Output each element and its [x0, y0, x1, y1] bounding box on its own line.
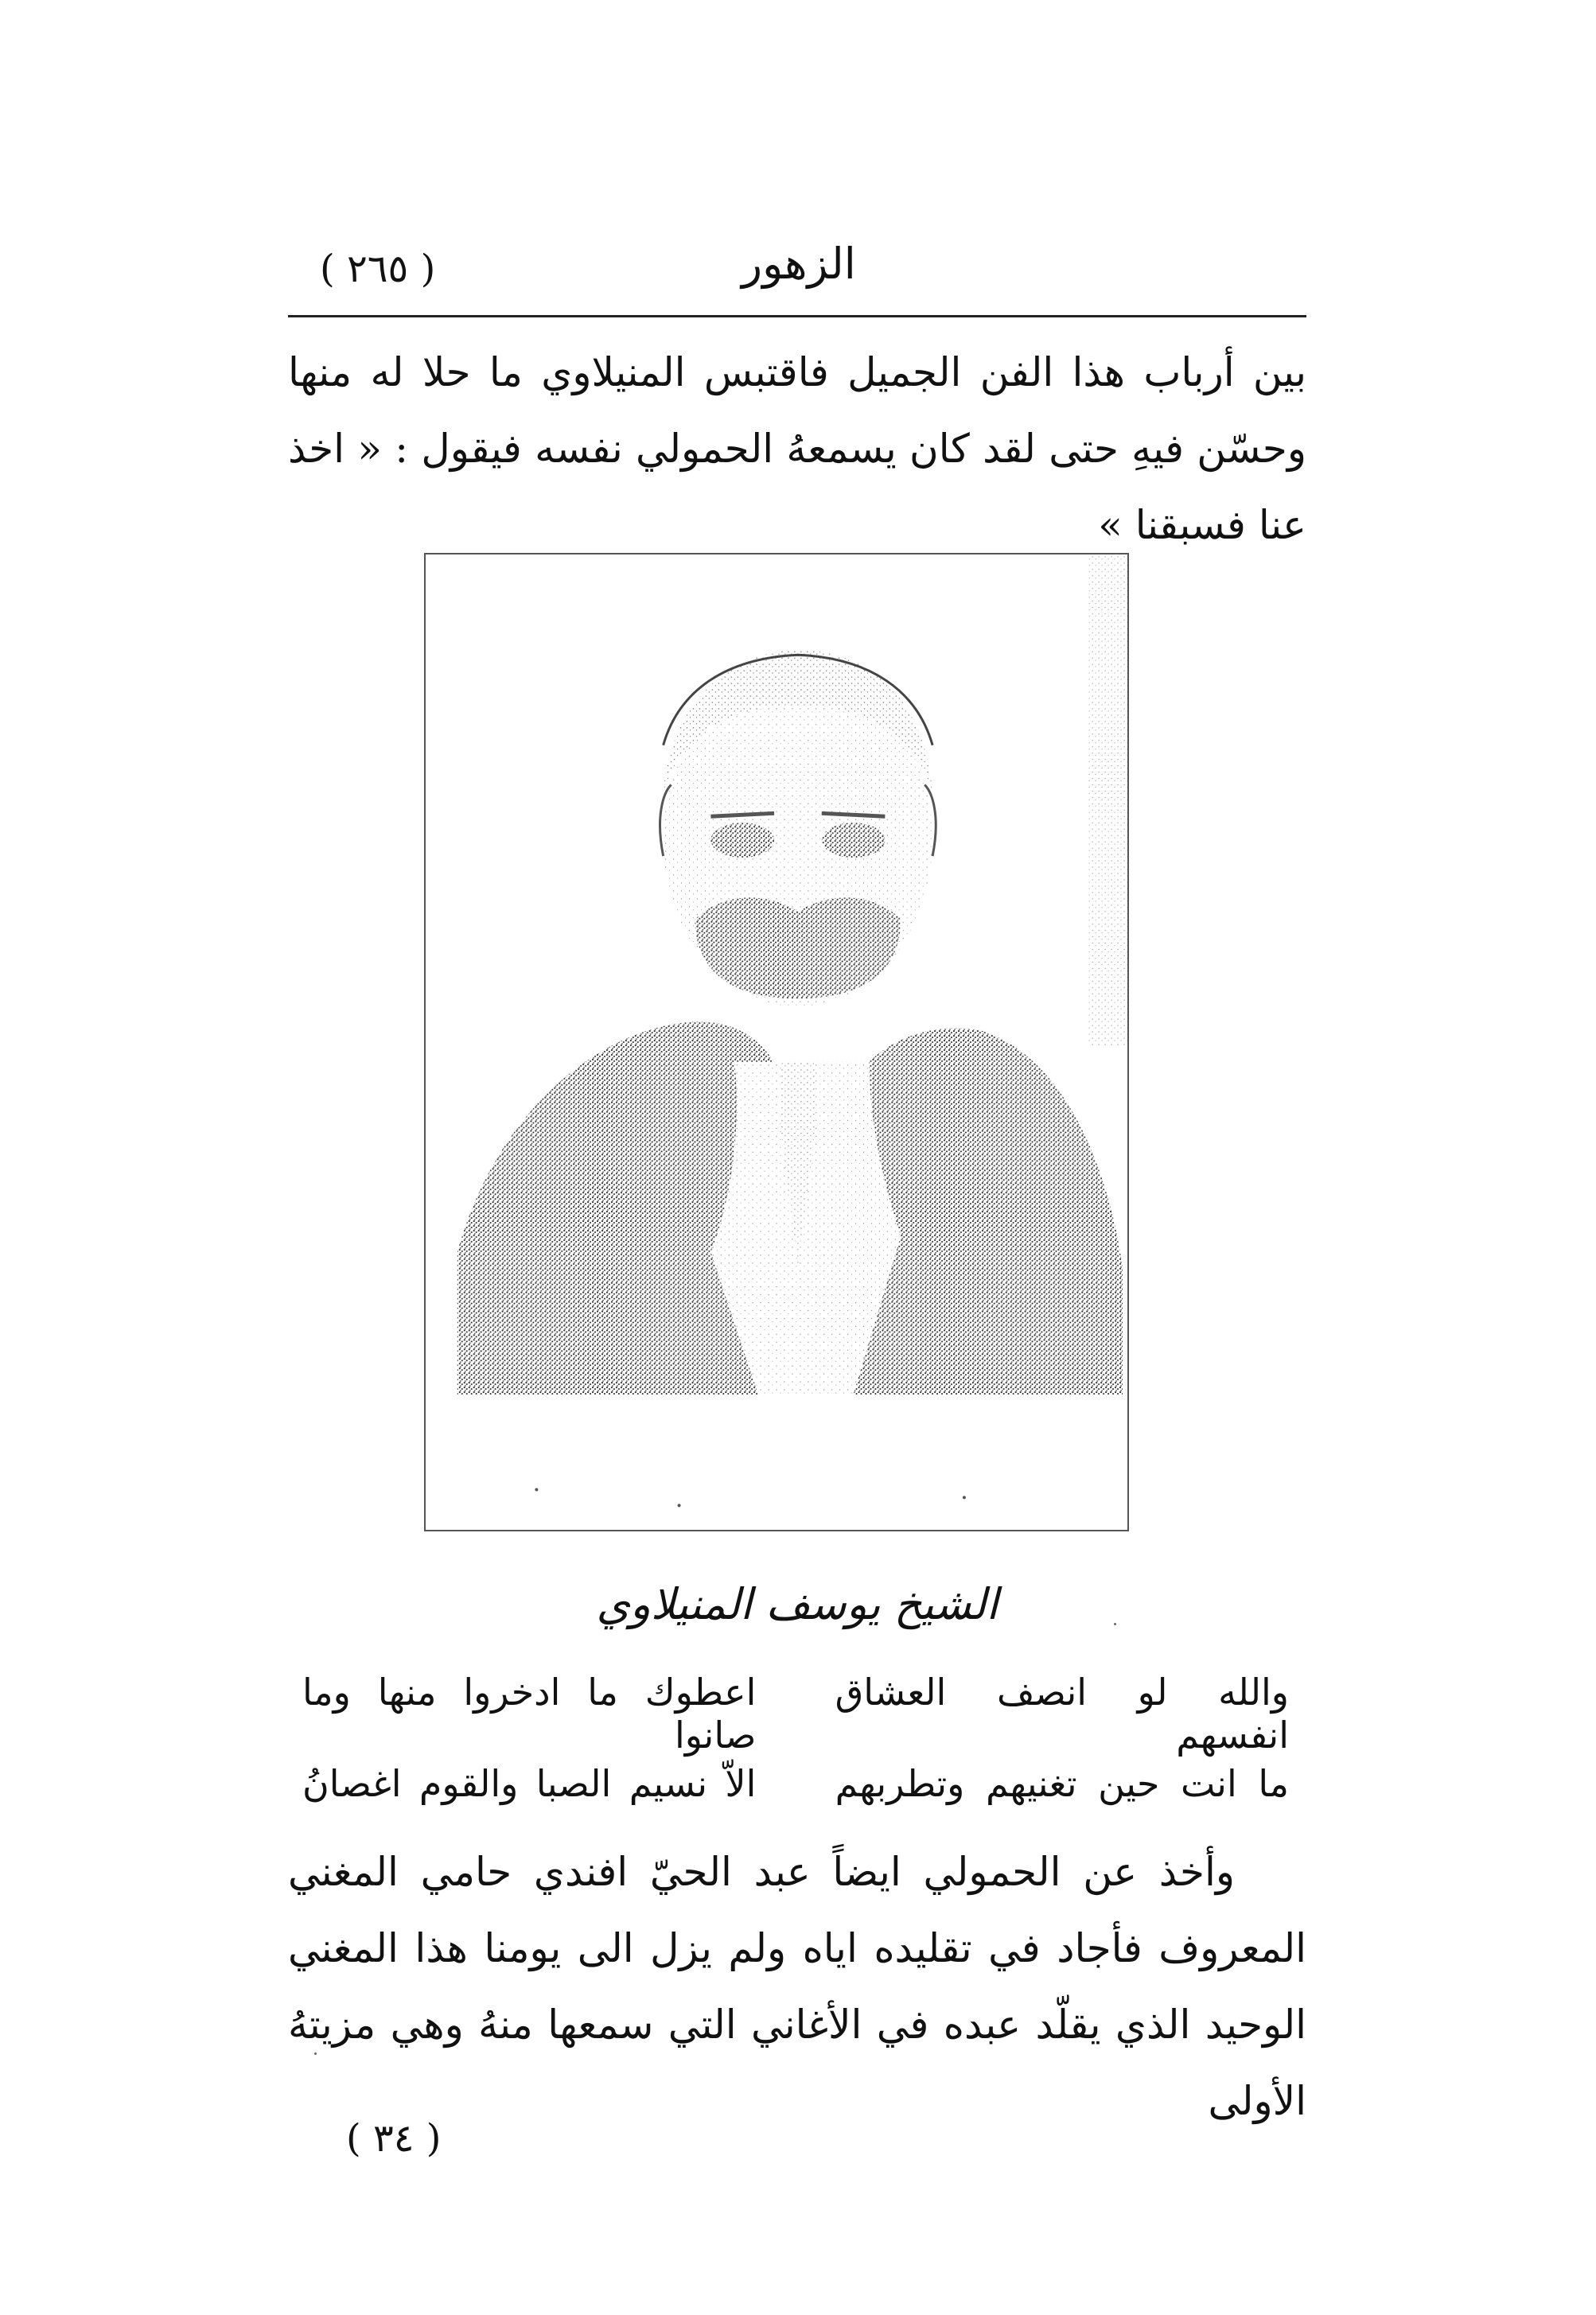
paragraph-top [288, 334, 1306, 563]
poem-hemistich-right: والله لو انصف العشاق انفسهم [835, 1671, 1289, 1757]
page-header [288, 239, 1306, 326]
poem-hemistich-left: الاّ نسيم الصبا والقوم اغصانُ [302, 1762, 757, 1805]
poem-hemistich-left: اعطوك ما ادخروا منها وما صانوا [302, 1671, 757, 1757]
photo-caption: الشيخ يوسف المنيلاوي [596, 1579, 998, 1629]
poem-line [302, 1671, 1289, 1757]
page-number-top: ( ٢٦٥ ) [320, 247, 436, 291]
poem [302, 1671, 1289, 1819]
page-number-bottom: ( ٣٤ ) [346, 2116, 442, 2161]
scan-speck [1114, 1623, 1116, 1625]
paragraph-bottom [288, 1834, 1306, 2139]
portrait-photo [424, 553, 1129, 1531]
paragraph-bottom-text: وأخذ عن الحمولي ايضاً عبد الحيّ افندي حامي المغني المعروف فأجاد في تقليده اياه ولم يزل الى يومنا هذا المغني الوحيد الذي يقلّد عبده في الأغاني التي سمعها منهُ وهي مزيتهُ الأولى [288, 1849, 1306, 2124]
paragraph-top-text: بين أرباب هذا الفن الجميل فاقتبس المنيلاوي ما حلا له منها وحسّن فيهِ حتى لقد كان يسمعهُ الحمولي نفسه فيقول : « اخذ عنا فسبقنا » [288, 349, 1306, 548]
poem-hemistich-right: ما انت حين تغنيهم وتطربهم [835, 1762, 1289, 1805]
header-rule [288, 315, 1306, 317]
portrait-illustration [426, 554, 1127, 1530]
scan-speck [314, 2052, 317, 2055]
running-title: الزهور [742, 239, 856, 289]
poem-line [302, 1749, 1289, 1819]
